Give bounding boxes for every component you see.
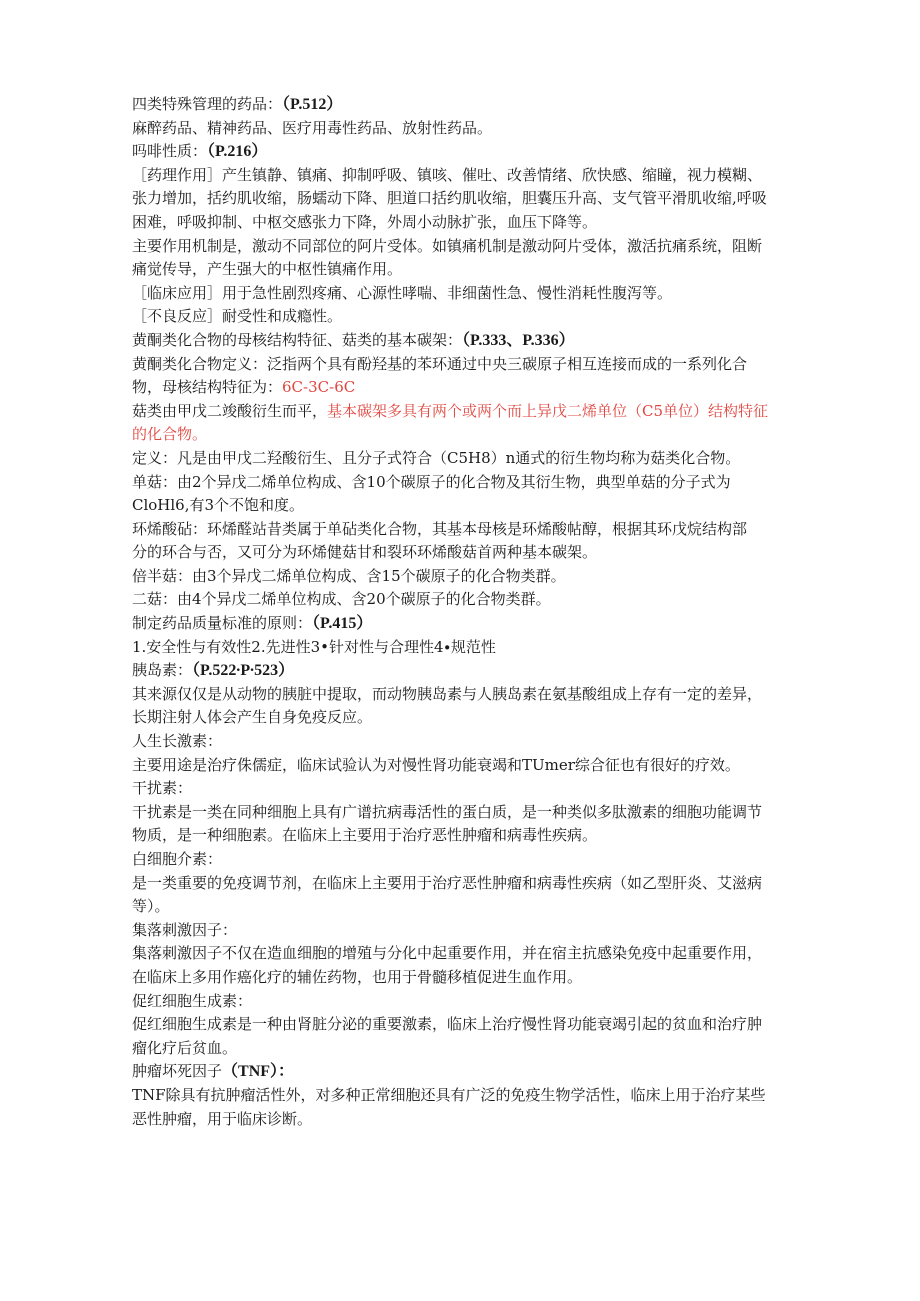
text-line: [132, 258, 792, 282]
text-line: [132, 423, 792, 447]
text-line: [132, 187, 792, 211]
text-line: [132, 518, 792, 542]
text-segment: 促红细胞生成素：: [132, 991, 253, 1010]
highlighted-text: 基本碳架多具有两个或两个而上异戊二烯单位（C5单位）结构特征: [327, 401, 769, 420]
text-segment: 干扰素是一类在同种细胞上具有广谱抗病毒活性的蛋白质，是一种类似多肽激素的细胞功能调节: [132, 802, 763, 821]
text-line: [132, 895, 792, 919]
text-line: [132, 872, 792, 896]
text-segment: 主要作用机制是，激动不同部位的阿片受体。如镇痛机制是激动阿片受体，激活抗痛系统，阻断: [132, 236, 763, 255]
text-segment: 干扰素：: [132, 779, 193, 798]
text-line: [132, 565, 792, 589]
document-body: [132, 93, 792, 1131]
text-segment: 黄酮类化合物的母核结构特征、菇类的基本碳架：: [132, 330, 463, 349]
text-segment: 物质，是一种细胞素。在临床上主要用于治疗恶性肿瘤和病毒性疾病。: [132, 826, 598, 845]
page-reference: （P.415）: [312, 615, 373, 633]
text-segment: 是一类重要的免疫调节剂，在临床上主要用于治疗恶性肿瘤和病毒性疾病（如乙型肝炎、艾滋病: [132, 873, 763, 892]
text-line: [132, 588, 792, 612]
text-segment: 分的环合与否，又可分为环烯健菇甘和裂环环烯酸菇首两种基本碳架。: [132, 543, 598, 562]
text-segment: 环烯酸砧：环烯醛站昔类属于单砧类化合物，其基本母核是环烯酸帖醇，根据其环戊烷结构部: [132, 519, 748, 538]
text-line: [132, 117, 792, 141]
text-line: [132, 494, 792, 518]
text-line: [132, 1013, 792, 1037]
text-line: [132, 659, 792, 683]
text-segment: 倍半菇：由3个异戊二烯单位构成、含15个碳原子的化合物类群。: [132, 566, 566, 585]
page-reference: （P.216）: [207, 143, 268, 161]
text-segment: 促红细胞生成素是一种由肾脏分泌的重要激素，临床上治疗慢性肾功能衰竭引起的贫血和治疗肿: [132, 1015, 763, 1034]
text-line: [132, 824, 792, 848]
text-segment: 吗啡性质：: [132, 142, 208, 161]
text-segment: ［药理作用］产生镇静、镇痛、抑制呼吸、镇咳、催吐、改善情绪、欣快感、缩瞳，视力模糊、: [132, 165, 763, 184]
text-line: [132, 376, 792, 400]
text-line: [132, 1060, 792, 1084]
text-line: [132, 282, 792, 306]
text-line: [132, 730, 792, 754]
text-segment: 白细胞介素：: [132, 850, 223, 868]
text-line: [132, 305, 792, 329]
text-segment: CloHl6,有3个不饱和度。: [132, 496, 305, 515]
text-segment: 主要用途是治疗侏儒症，临床试验认为对慢性肾功能衰竭和TUmer综合征也有很好的疗效。: [132, 755, 740, 774]
text-line: [132, 683, 792, 707]
text-line: [132, 1108, 792, 1132]
text-segment: ［临床应用］用于急性剧烈疼痛、心源性哮喘、非细菌性急、慢性消耗性腹泻等。: [132, 283, 673, 302]
text-segment: 长期注射人体会产生自身免疫反应。: [132, 708, 373, 727]
text-line: [132, 1037, 792, 1061]
text-line: [132, 1084, 792, 1108]
text-line: [132, 93, 792, 117]
text-segment: 困难，呼吸抑制、中枢交感张力下降，外周小动脉扩张，血压下降等。: [132, 212, 598, 231]
text-line: [132, 706, 792, 730]
text-line: [132, 353, 792, 377]
page-reference: （P.333、P.336）: [462, 331, 575, 349]
text-line: [132, 140, 792, 164]
text-segment: 张力增加，括约肌收缩，肠蠕动下降、胆道口括约肌收缩，胆囊压升高、支气管平滑肌收缩,呼吸: [132, 189, 767, 208]
text-segment: 集落刺激因子：: [132, 920, 238, 939]
text-line: [132, 990, 792, 1014]
text-line: [132, 164, 792, 188]
text-line: [132, 471, 792, 495]
highlighted-text: 的化合物。: [132, 425, 208, 444]
text-line: [132, 919, 792, 943]
text-segment: 菇类由甲戊二竣酸衍生而平，: [132, 401, 328, 420]
text-line: [132, 211, 792, 235]
highlighted-text: 6C-3C-6C: [282, 378, 356, 397]
text-segment: ［不良反应］耐受性和成瘾性。: [132, 307, 343, 326]
text-line: [132, 848, 792, 872]
text-line: [132, 447, 792, 471]
page-reference: （P.512）: [282, 96, 343, 113]
text-line: [132, 235, 792, 259]
text-segment: 黄酮类化合物定义：泛指两个具有酚羟基的苯环通过中央三碳原子相互连接而成的一系列化合: [132, 354, 748, 373]
text-segment: 麻醉药品、精神药品、医疗用毒性药品、放射性药品。: [132, 118, 493, 137]
text-segment: 痛觉传导，产生强大的中枢性镇痛作用。: [132, 260, 403, 279]
text-line: [132, 636, 792, 660]
text-segment: 物，母核结构特征为：: [132, 378, 283, 397]
text-segment: 其来源仅仅是从动物的胰脏中提取，而动物胰岛素与人胰岛素在氨基酸组成上存有一定的差异，: [132, 684, 763, 703]
page-reference: （P.522∙P∙523）: [192, 662, 295, 680]
page-reference: （TNF）：: [222, 1063, 295, 1081]
text-segment: 四类特殊管理的药品：: [132, 95, 283, 113]
text-segment: 制定药品质量标准的原则：: [132, 614, 313, 633]
text-segment: 在临床上多用作癌化疗的辅佐药物，也用于骨髓移植促进生血作用。: [132, 967, 583, 986]
text-segment: 定义：凡是由甲戊二羟酸衍生、且分子式符合（C5H8）n通式的衍生物均称为菇类化合物。: [132, 448, 741, 467]
text-line: [132, 801, 792, 825]
text-line: [132, 942, 792, 966]
text-segment: 瘤化疗后贫血。: [132, 1038, 238, 1057]
text-line: [132, 612, 792, 636]
text-segment: 等）。: [132, 897, 170, 916]
text-line: [132, 754, 792, 778]
text-segment: 恶性肿瘤，用于临床诊断。: [132, 1109, 313, 1128]
text-line: [132, 400, 792, 424]
text-segment: 1.安全性与有效性2.先进性3•针对性与合理性4∙规范性: [132, 637, 496, 656]
text-segment: 人生长激素：: [132, 732, 223, 751]
text-line: [132, 966, 792, 990]
text-segment: TNF除具有抗肿瘤活性外，对多种正常细胞还具有广泛的免疫生物学活性，临床上用于治疗某些: [132, 1085, 766, 1104]
text-segment: 肿瘤坏死因子: [132, 1062, 223, 1081]
text-line: [132, 777, 792, 801]
text-segment: 二菇：由4个异戊二烯单位构成、含20个碳原子的化合物类群。: [132, 590, 551, 609]
text-line: [132, 329, 792, 353]
text-segment: 单菇：由2个异戊二烯单位构成、含10个碳原子的化合物及其衍生物，典型单菇的分子式为: [132, 472, 731, 491]
text-segment: 胰岛素：: [132, 661, 193, 680]
text-segment: 集落刺激因子不仅在造血细胞的增殖与分化中起重要作用，并在宿主抗感染免疫中起重要作用，: [132, 944, 763, 963]
text-line: [132, 541, 792, 565]
